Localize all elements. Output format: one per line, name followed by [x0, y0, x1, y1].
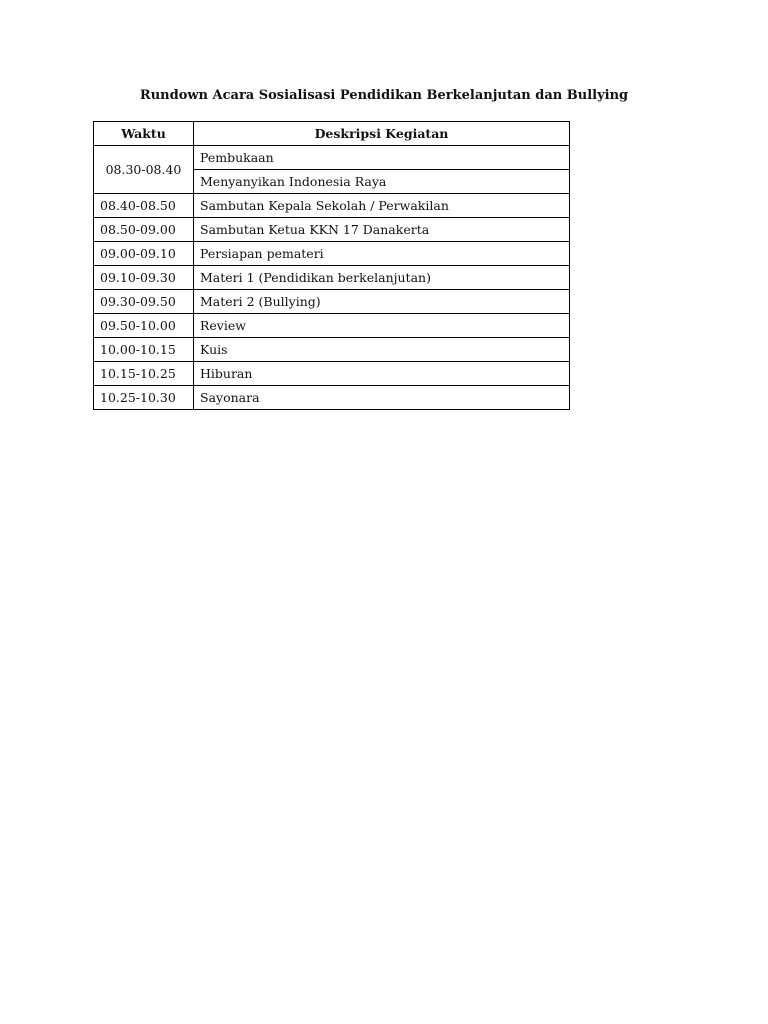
time-cell: 09.30-09.50	[94, 290, 194, 314]
activity-cell: Hiburan	[194, 362, 570, 386]
time-cell: 08.30-08.40	[94, 146, 194, 194]
activity-cell: Sambutan Kepala Sekolah / Perwakilan	[194, 194, 570, 218]
table-row	[94, 338, 570, 362]
table-row	[94, 194, 570, 218]
header-description: Deskripsi Kegiatan	[194, 122, 570, 146]
time-cell: 08.40-08.50	[94, 194, 194, 218]
activity-cell: Review	[194, 314, 570, 338]
time-cell: 10.00-10.15	[94, 338, 194, 362]
activity-cell: Materi 1 (Pendidikan berkelanjutan)	[194, 266, 570, 290]
activity-cell: Kuis	[194, 338, 570, 362]
time-cell: 10.15-10.25	[94, 362, 194, 386]
table-row	[94, 290, 570, 314]
activity-cell: Persiapan pemateri	[194, 242, 570, 266]
activity-cell: Menyanyikan Indonesia Raya	[194, 170, 570, 194]
table-header-row	[94, 122, 570, 146]
rundown-table	[93, 121, 570, 410]
table-row	[94, 242, 570, 266]
table-row	[94, 362, 570, 386]
activity-cell: Pembukaan	[194, 146, 570, 170]
activity-cell: Sayonara	[194, 386, 570, 410]
time-cell: 08.50-09.00	[94, 218, 194, 242]
time-cell: 09.50-10.00	[94, 314, 194, 338]
table-row	[94, 218, 570, 242]
activity-cell: Materi 2 (Bullying)	[194, 290, 570, 314]
table-row	[94, 386, 570, 410]
table-row	[94, 266, 570, 290]
table-row	[94, 314, 570, 338]
activity-cell: Sambutan Ketua KKN 17 Danakerta	[194, 218, 570, 242]
time-cell: 09.00-09.10	[94, 242, 194, 266]
time-cell: 09.10-09.30	[94, 266, 194, 290]
document-title: Rundown Acara Sosialisasi Pendidikan Berkelanjutan dan Bullying	[139, 88, 629, 103]
time-cell: 10.25-10.30	[94, 386, 194, 410]
header-time: Waktu	[94, 122, 194, 146]
table-row	[94, 146, 570, 170]
